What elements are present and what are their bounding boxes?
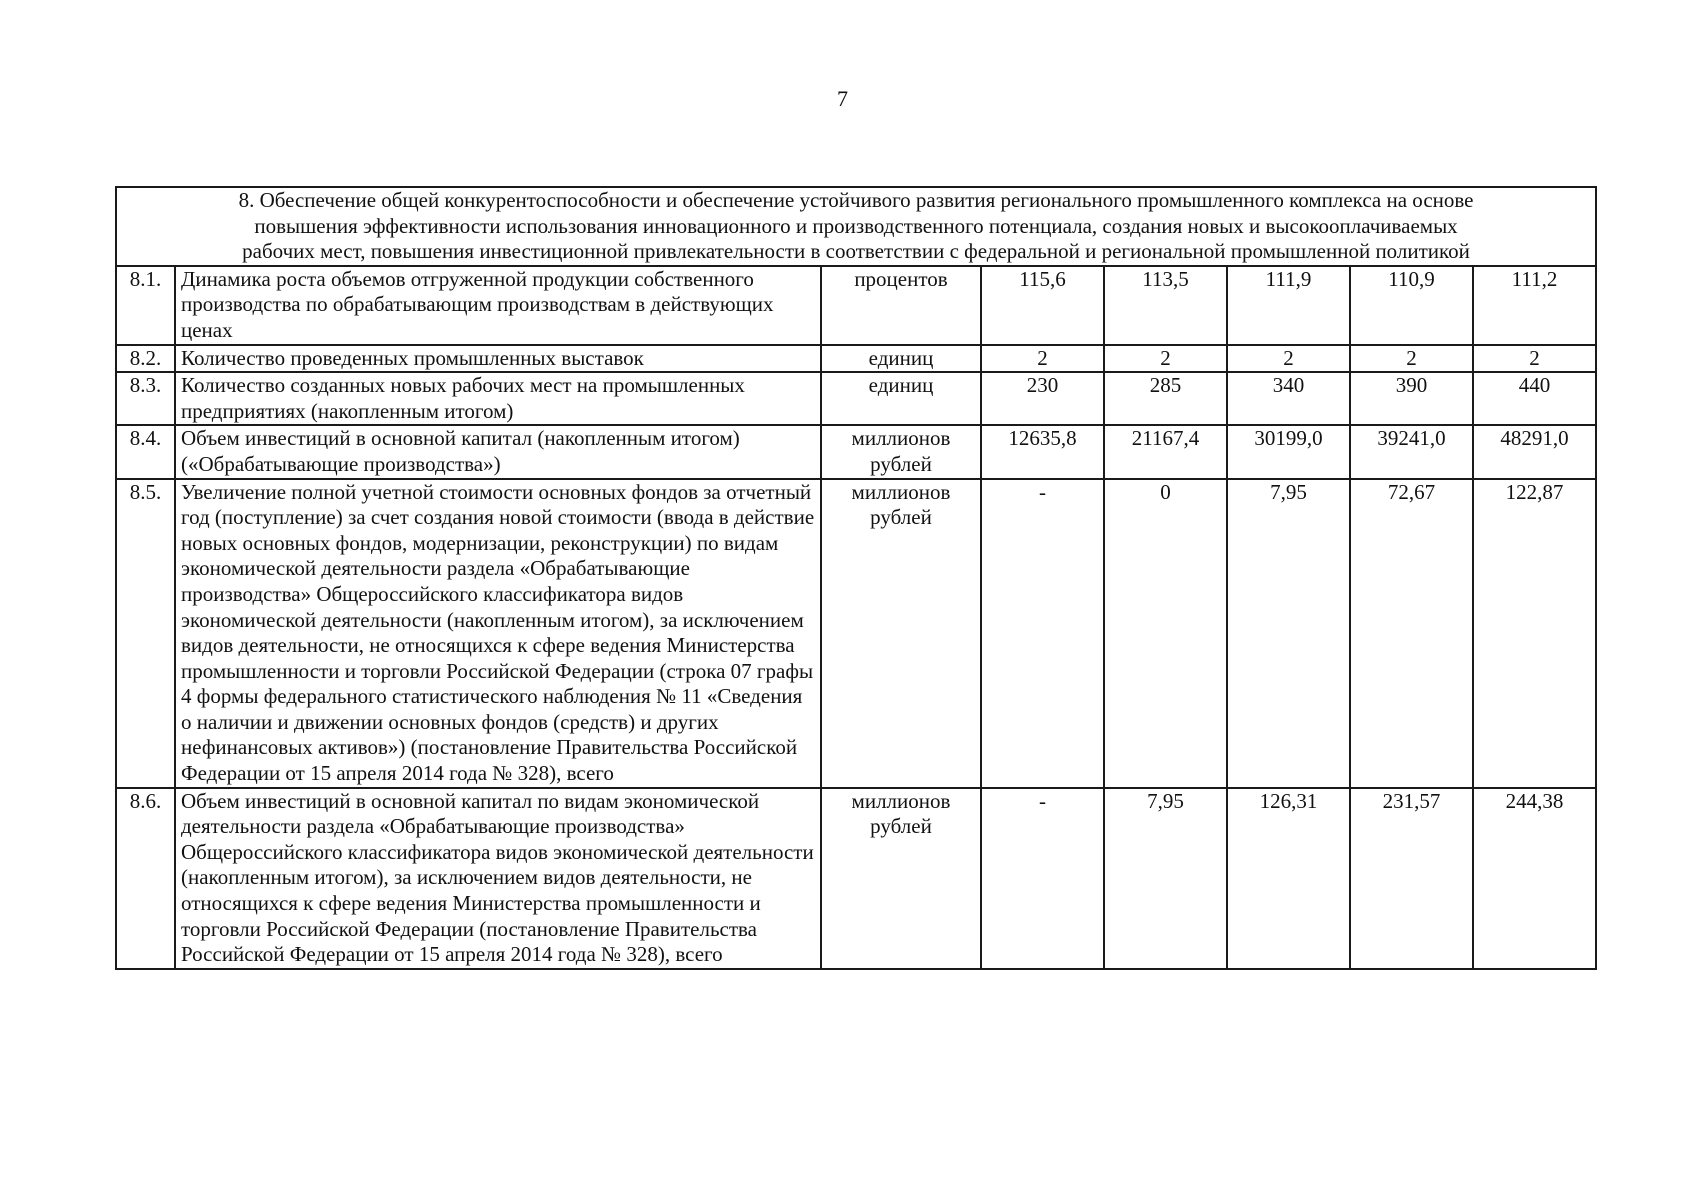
unit-cell [821,788,981,969]
section-header-row [116,187,1596,266]
value-cell: 390 [1350,372,1473,425]
value-cell: 30199,0 [1227,425,1350,478]
value-cell: 244,38 [1473,788,1596,969]
value-cell: 111,9 [1227,266,1350,345]
value-cell: 39241,0 [1350,425,1473,478]
indicator-name: Увеличение полной учетной стоимости основных фондов за отчетный год (поступление) за счет создания новой стоимости (ввода в действие новых основных фондов, модернизации, реконструкции) по видам экономической деятельности раздела «Обрабатывающие производства» Общероссийского классификатора видов экономической деятельности (накопленным итогом), за исключением видов деятельности, не относящихся к сфере ведения Министерства промышленности и торговли Российской Федерации (строка 07 графы 4 формы федерального статистического наблюдения № 11 «Сведения о наличии и движении основных фондов (средств) и других нефинансовых активов») (постановление Правительства Российской Федерации от 15 апреля 2014 года № 328), всего [175,479,821,788]
value-cell: 2 [1227,345,1350,373]
section-title [116,187,1596,266]
indicator-name: Количество созданных новых рабочих мест на промышленных предприятиях (накопленным итогом) [175,372,821,425]
value-cell: 340 [1227,372,1350,425]
indicator-name: Объем инвестиций в основной капитал по видам экономической деятельности раздела «Обрабатывающие производства» Общероссийского классификатора видов экономической деятельности (накопленным итогом), за исключением видов деятельности, не относящихся к сфере ведения Министерства промышленности и торговли Российской Федерации (постановление Правительства Российской Федерации от 15 апреля 2014 года № 328), всего [175,788,821,969]
indicator-name: Динамика роста объемов отгруженной продукции собственного производства по обрабатывающим производствам в действующих ценах [175,266,821,345]
unit-cell [821,345,981,373]
value-cell: 2 [1350,345,1473,373]
row-number: 8.5. [116,479,175,788]
value-cell: 2 [1104,345,1227,373]
indicator-name: Количество проведенных промышленных выставок [175,345,821,373]
value-cell: 231,57 [1350,788,1473,969]
value-cell: 126,31 [1227,788,1350,969]
value-cell: 110,9 [1350,266,1473,345]
value-cell: 72,67 [1350,479,1473,788]
section-title-line: повышения эффективности использования инновационного и производственного потенциала, создания новых и высокооплачиваемых [254,213,1458,238]
value-cell: 7,95 [1104,788,1227,969]
section-title-line: рабочих мест, повышения инвестиционной привлекательности в соответствии с федеральной и региональной промышленной политикой [242,239,1470,264]
value-cell: 115,6 [981,266,1104,345]
unit-text: рублей [870,814,932,839]
table-row [116,266,1596,345]
value-cell: 21167,4 [1104,425,1227,478]
unit-text: миллионов [851,479,951,504]
unit-text: процентов [854,266,948,291]
value-cell: 2 [1473,345,1596,373]
value-cell: 113,5 [1104,266,1227,345]
table-row [116,425,1596,478]
unit-cell [821,425,981,478]
table-row [116,479,1596,788]
value-cell: - [981,479,1104,788]
row-number: 8.3. [116,372,175,425]
page-number: 7 [837,86,848,111]
row-number: 8.6. [116,788,175,969]
unit-text: миллионов [851,426,951,451]
unit-text: рублей [870,451,932,476]
table-row [116,345,1596,373]
value-cell: 230 [981,372,1104,425]
value-cell: 0 [1104,479,1227,788]
unit-cell [821,479,981,788]
unit-text: единиц [868,345,934,370]
table-row [116,372,1596,425]
table-row [116,788,1596,969]
section-title-line: 8. Обеспечение общей конкурентоспособности и обеспечение устойчивого развития регионального промышленного комплекса на основе [238,188,1474,212]
unit-text: единиц [868,373,934,398]
unit-text: рублей [870,505,932,530]
value-cell: 440 [1473,372,1596,425]
value-cell: 111,2 [1473,266,1596,345]
unit-text: миллионов [851,788,951,813]
indicators-table [115,186,1597,970]
value-cell: 7,95 [1227,479,1350,788]
value-cell: - [981,788,1104,969]
unit-cell [821,372,981,425]
value-cell: 122,87 [1473,479,1596,788]
row-number: 8.4. [116,425,175,478]
row-number: 8.2. [116,345,175,373]
value-cell: 48291,0 [1473,425,1596,478]
value-cell: 2 [981,345,1104,373]
unit-cell [821,266,981,345]
row-number: 8.1. [116,266,175,345]
value-cell: 285 [1104,372,1227,425]
value-cell: 12635,8 [981,425,1104,478]
indicator-name: Объем инвестиций в основной капитал (накопленным итогом) («Обрабатывающие производства») [175,425,821,478]
